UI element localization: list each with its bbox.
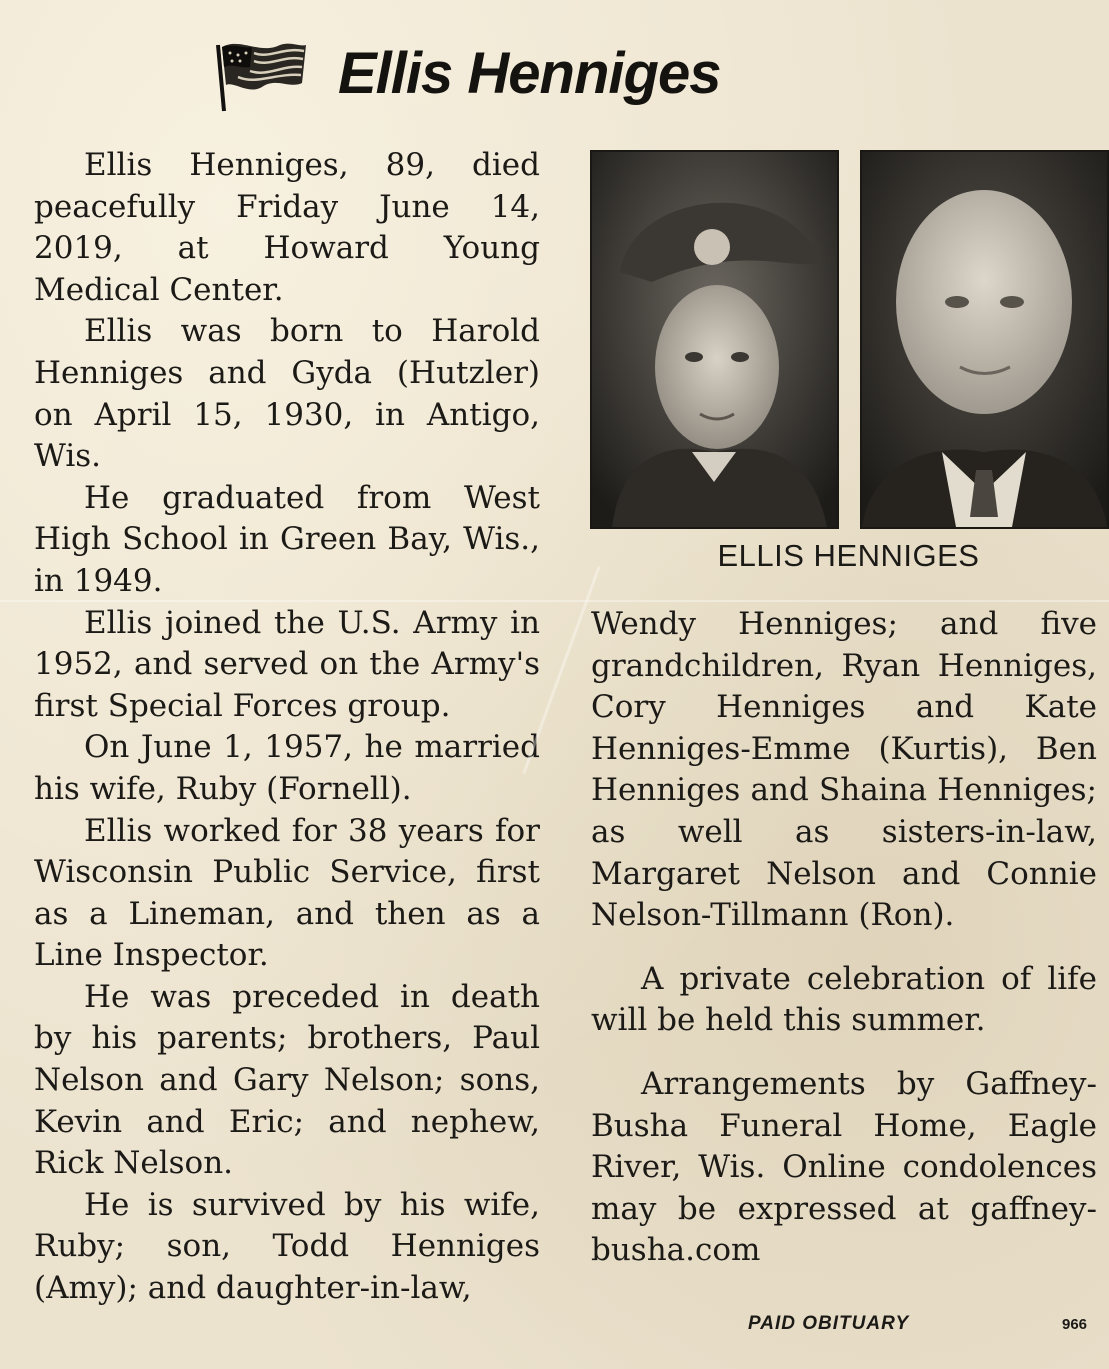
celebration-paragraph: A private celebration of life will be held this summer. (591, 960, 1097, 1039)
right-column (591, 604, 1097, 1272)
paper-fold (0, 600, 1109, 602)
preceded-paragraph: He was preceded in death by his parents; brothers, Paul Nelson and Gary Nelson; sons, Kevin and Eric; and nephew, Rick Nelson. (34, 978, 540, 1182)
portrait-photos (590, 150, 1107, 525)
arrangements-paragraph: Arrangements by Gaffney-Busha Funeral Home, Eagle River, Wis. Online condolences may be expressed at gaffney-busha.com (591, 1065, 1097, 1269)
left-column (34, 145, 540, 1310)
paid-obituary-label: PAID OBITUARY (748, 1313, 910, 1334)
education-paragraph: He graduated from West High School in Green Bay, Wis., in 1949. (34, 479, 540, 599)
obituary-title: Ellis Henniges (338, 40, 721, 106)
photo-caption: ELLIS HENNIGES (717, 538, 980, 573)
obituary-heading (210, 28, 720, 118)
survived-paragraph: He is survived by his wife, Ruby; son, Todd Henniges (Amy); and daughter-in-law, (34, 1186, 540, 1307)
survivors-continued-paragraph: Wendy Henniges; and five grandchildren, Ryan Henniges, Cory Henniges and Kate Henniges-Emme (Kurtis), Ben Henniges and Shaina Henniges; as well as sisters-in-law, Margaret Nelson and Connie Nelson-Tillmann (Ron). (591, 606, 1097, 934)
career-paragraph: Ellis worked for 38 years for Wisconsin Public Service, first as a Lineman, and then as a Line Inspector. (34, 812, 540, 974)
young-portrait-photo (590, 150, 839, 529)
ad-code: 966 (1062, 1316, 1088, 1333)
marriage-paragraph: On June 1, 1957, he married his wife, Ruby (Fornell). (34, 729, 540, 807)
flag-icon (210, 33, 310, 113)
older-portrait-photo (860, 150, 1109, 529)
death-notice-paragraph: Ellis Henniges, 89, died peacefully Friday June 14, 2019, at Howard Young Medical Center. (34, 147, 540, 308)
military-paragraph: Ellis joined the U.S. Army in 1952, and served on the Army's first Special Forces group. (34, 604, 540, 724)
birth-paragraph: Ellis was born to Harold Henniges and Gyda (Hutzler) on April 15, 1930, in Antigo, Wis. (34, 313, 540, 475)
